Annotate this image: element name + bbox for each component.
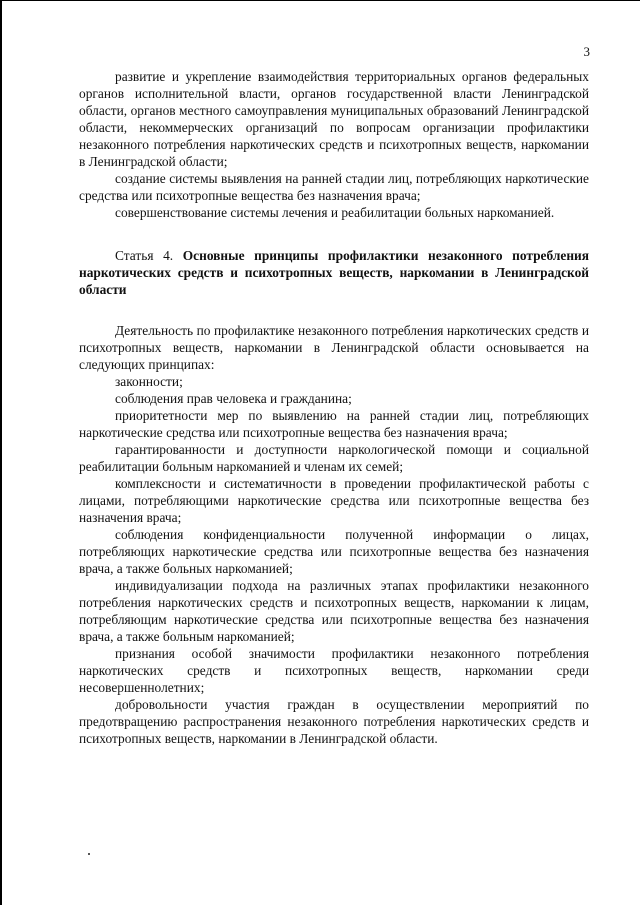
page-number: 3 [583,44,590,59]
principle-item: соблюдения прав человека и гражданина; [115,391,352,406]
principle-item: законности; [115,374,183,389]
principle-item: добровольности участия граждан в осуществлении мероприятий по предотвращению распространения незаконного потребления наркотических средств и психотропных веществ, наркомании в Ленинградской области. [79,697,589,746]
article-title: Основные принципы профилактики незаконного потребления наркотических средств и психотропных веществ, наркомании в Ленинградской области [79,248,589,297]
principle-item: комплексности и систематичности в проведении профилактической работы с лицами, потребляющими наркотические средства или психотропные вещества без назначения врача; [79,476,589,525]
document-body [79,68,589,747]
scan-speck [88,853,90,855]
principle-item: приоритетности мер по выявлению на ранней стадии лиц, потребляющих наркотические средства или психотропные вещества без назначения врача; [79,408,589,440]
article-heading [79,247,589,298]
paragraph: развитие и укрепление взаимодействия территориальных органов федеральных органов исполнительной власти, органов государственной власти Ленинградской области, органов местного самоуправления муниципальных образований Ленинградской области, некоммерческих организаций по вопросам организации профилактики незаконного потребления наркотических средств и психотропных веществ, наркомании в Ленинградской области; [79,69,589,169]
principle-item: индивидуализации подхода на различных этапах профилактики незаконного потребления наркотических средств и психотропных веществ, наркомании к лицам, потребляющим наркотические средства или психотропные вещества без назначения врача, а также больным наркоманией; [79,578,589,644]
paragraph: совершенствование системы лечения и реабилитации больных наркоманией. [115,205,555,220]
principle-item: признания особой значимости профилактики незаконного потребления наркотических средств и психотропных веществ, наркомании среди несовершеннолетних; [79,646,589,695]
paragraph: Деятельность по профилактике незаконного потребления наркотических средств и психотропных веществ, наркомании в Ленинградской области основывается на следующих принципах: [79,323,589,372]
article-number: Статья 4. [115,248,174,263]
paragraph: создание системы выявления на ранней стадии лиц, потребляющих наркотические средства или психотропные вещества без назначения врача; [79,171,589,203]
principle-item: гарантированности и доступности наркологической помощи и социальной реабилитации больным наркоманией и членам их семей; [79,442,589,474]
principle-item: соблюдения конфиденциальности полученной информации о лицах, потребляющих наркотические средства или психотропные вещества без назначения врача, а также больных наркоманией; [79,527,589,576]
